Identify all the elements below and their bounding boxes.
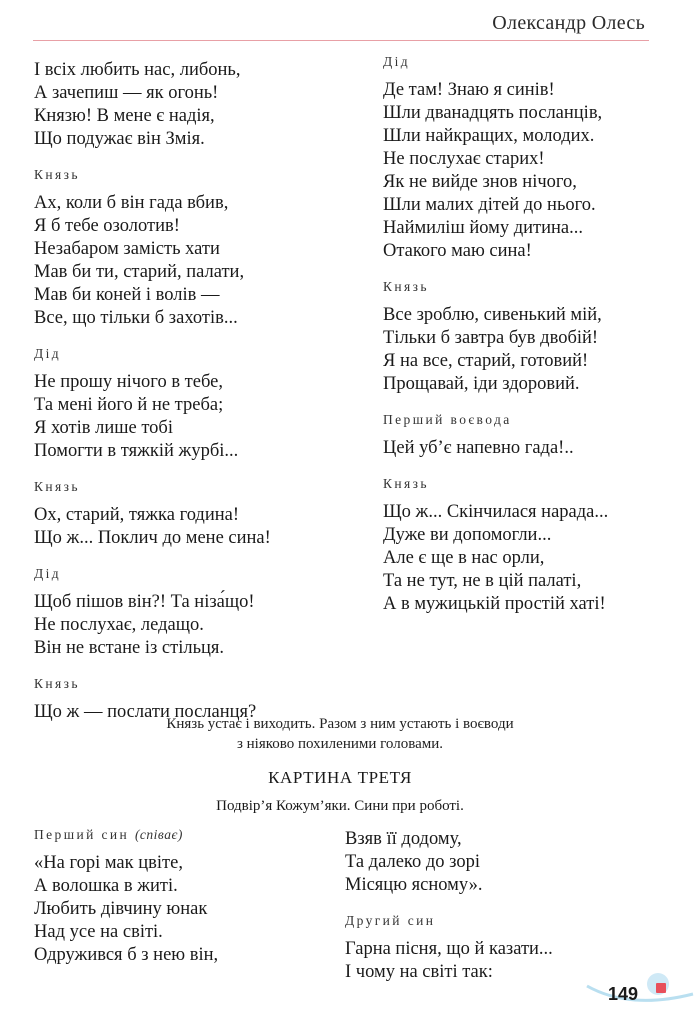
verse-line: Але є ще в нас орли,: [383, 548, 545, 568]
bottom-left-column: [34, 826, 324, 967]
speaker-name: Князь: [34, 167, 80, 182]
verse-line: Що ж — послати посланця?: [34, 702, 257, 722]
stage-direction-line: Князь устає і виходить. Разом з ним устають і воєводи: [166, 716, 514, 732]
dialogue-block: [34, 166, 354, 330]
verse-line: Все зроблю, сивенький мій,: [383, 305, 602, 325]
page-number: 149: [608, 984, 639, 1004]
speaker-name: Князь: [34, 676, 80, 691]
verse-line: Над усе на світі.: [34, 922, 163, 942]
speaker-name: Дід: [34, 346, 62, 361]
header-rule: [33, 40, 649, 41]
dialogue-block: [345, 828, 645, 897]
speaker-name: Перший воєвода: [383, 412, 512, 427]
stage-direction: [60, 714, 620, 754]
stage-direction-line: з ніяково похиленими головами.: [236, 736, 444, 752]
dialogue-block: [383, 53, 663, 263]
speaker-name: Другий син: [345, 913, 436, 928]
verse-line: Не прошу нічого в тебе,: [34, 372, 223, 392]
verse-line: Дуже ви допомогли...: [383, 525, 552, 545]
verse-line: Та далеко до зорі: [345, 852, 480, 872]
verse-line: Незабаром замість хати: [34, 239, 220, 259]
verse-line: Любить дівчину юнак: [34, 899, 208, 919]
scene-description: Подвір’я Кожум’яки. Сини при роботі.: [216, 798, 464, 814]
verse-line: Що ж... Поклич до мене сина!: [34, 528, 271, 548]
verse-line: Шли дванадцять посланців,: [383, 103, 603, 123]
verse-line: Отакого маю сина!: [383, 241, 532, 261]
speaker-name-text: Перший син: [34, 827, 130, 842]
verse-line: «На горі мак цвіте,: [34, 853, 183, 873]
verse-line: А в мужицькій простій хаті!: [383, 594, 606, 614]
verse-line: Гарна пісня, що й казати...: [345, 939, 553, 959]
verse-line: А волошка в житі.: [34, 876, 178, 896]
verse-line: Не послухає старих!: [383, 149, 545, 169]
verse-line: Взяв її додому,: [345, 829, 462, 849]
verse-line: Та не тут, не в цій палаті,: [383, 571, 582, 591]
dialogue-block: [34, 345, 354, 463]
dialogue-block: [34, 478, 354, 550]
dialogue-block: [34, 565, 354, 660]
speaker-name: Дід: [34, 566, 62, 581]
dialogue-block: [383, 475, 663, 616]
right-column: [383, 53, 663, 631]
verse-line: Що подужає він Змія.: [34, 129, 205, 149]
speaker-name: Князь: [383, 476, 429, 491]
left-column: [34, 59, 354, 739]
header-author: Олександр Олесь: [492, 12, 645, 34]
verse-line: Одружився б з нею він,: [34, 945, 219, 965]
verse-line: Де там! Знаю я синів!: [383, 80, 555, 100]
speaker-name: [34, 826, 324, 844]
corner-accent-square: [656, 983, 666, 993]
verse-line: Я на все, старий, готовий!: [383, 351, 589, 371]
verse-line: Наймиліш йому дитина...: [383, 218, 583, 238]
verse-line: Шли малих дітей до нього.: [383, 195, 596, 215]
verse-line: Щоб пішов він?! Та ніза́що!: [34, 592, 255, 612]
verse-line: Ох, старий, тяжка година!: [34, 505, 239, 525]
verse-line: Прощавай, іди здоровий.: [383, 374, 580, 394]
speaker-note: (співає): [134, 827, 183, 842]
verse-line: Мав би коней і волів —: [34, 285, 220, 305]
dialogue-block: [383, 278, 663, 396]
speaker-name: Князь: [34, 479, 80, 494]
corner-decoration: [585, 972, 695, 1014]
verse-lines: [34, 852, 324, 967]
verse-line: Що ж... Скінчилася нарада...: [383, 502, 609, 522]
verse-line: Він не встане із стільця.: [34, 638, 225, 658]
dialogue-block: [34, 59, 354, 151]
scene-title: КАРТИНА ТРЕТЯ: [268, 768, 412, 787]
speaker-name: Князь: [383, 279, 429, 294]
verse-line: Ах, коли б він гада вбив,: [34, 193, 229, 213]
dialogue-block: [383, 411, 663, 460]
verse-line: Князю! В мене є надія,: [34, 106, 215, 126]
verse-line: Все, що тільки б захотів...: [34, 308, 238, 328]
verse-line: І всіх любить нас, либонь,: [34, 60, 241, 80]
verse-line: Місяцю ясному».: [345, 875, 483, 895]
speaker-name: Дід: [383, 54, 411, 69]
verse-line: Помогти в тяжкій журбі...: [34, 441, 239, 461]
verse-line: А зачепиш — як огонь!: [34, 83, 219, 103]
verse-line: Я хотів лише тобі: [34, 418, 173, 438]
verse-line: Мав би ти, старий, палати,: [34, 262, 245, 282]
verse-line: Цей уб’є напевно гада!..: [383, 438, 574, 458]
verse-line: Як не вийде знов нічого,: [383, 172, 577, 192]
verse-line: Шли найкращих, молодих.: [383, 126, 595, 146]
verse-line: Тільки б завтра був двобій!: [383, 328, 599, 348]
verse-line: І чому на світі так:: [345, 962, 493, 982]
verse-line: Я б тебе озолотив!: [34, 216, 180, 236]
verse-line: Не послухає, ледащо.: [34, 615, 204, 635]
verse-line: Та мені його й не треба;: [34, 395, 224, 415]
